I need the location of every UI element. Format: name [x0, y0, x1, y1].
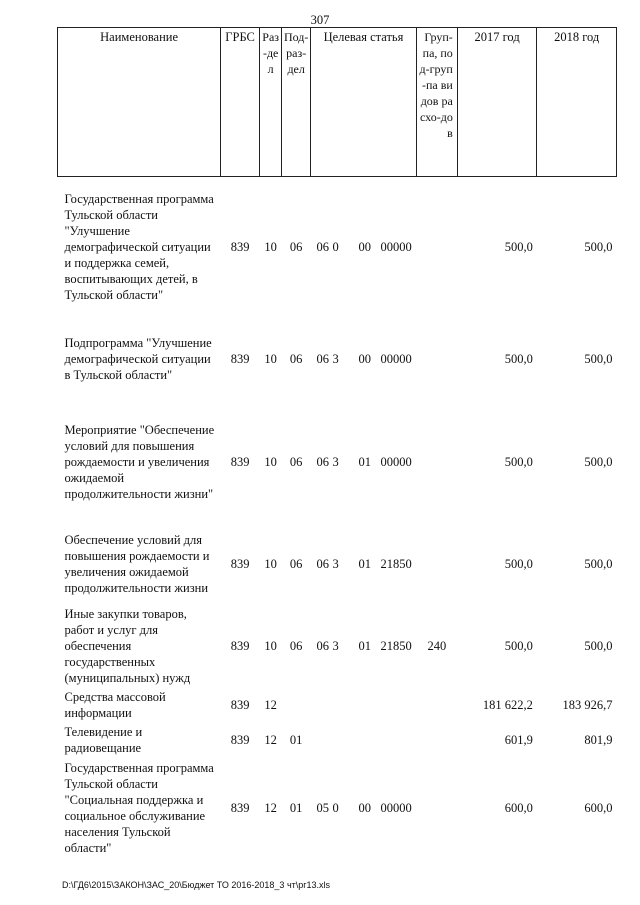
target-activity: 00: [358, 239, 371, 254]
target-program: 06: [316, 556, 329, 571]
header-target: Целевая статья: [310, 28, 416, 177]
table-row: [58, 687, 617, 723]
target-direction: 21850: [380, 556, 412, 571]
row-grbs: 839: [230, 352, 250, 366]
row-amount-2017: 500,0: [504, 556, 533, 571]
row-razdel: 10: [264, 638, 277, 653]
row-amount-2018: 801,9: [584, 732, 613, 747]
row-amount-2017: 500,0: [504, 239, 533, 254]
table-row: [58, 177, 617, 317]
row-podrazdel: [282, 687, 311, 723]
target-subprogram: 3: [332, 352, 339, 366]
row-name: Иные закупки товаров, работ и услуг для обеспечения государственных (муниципальных) нужд: [64, 606, 191, 685]
row-target: [310, 402, 416, 523]
row-razdel: 12: [264, 697, 277, 712]
row-amount-2017: 181 622,2: [482, 697, 533, 712]
target-program: 05: [316, 801, 329, 815]
row-grbs: 839: [230, 697, 250, 712]
row-name: Мероприятие "Обеспечение условий для повышения рождаемости и увеличения ожидаемой продолжительности жизни": [64, 423, 215, 501]
target-direction: 21850: [380, 638, 412, 653]
row-name: Телевидение и радиовещание: [64, 724, 143, 755]
row-podrazdel: 06: [289, 352, 303, 366]
row-podrazdel: 06: [289, 455, 303, 469]
page-number: 307: [310, 13, 330, 27]
target-activity: 00: [358, 801, 371, 815]
table-header: [58, 28, 617, 177]
header-grbs: ГРБС: [221, 28, 260, 177]
row-grbs: 839: [230, 455, 250, 469]
target-direction: 00000: [380, 352, 412, 366]
target-program: 06: [316, 239, 329, 254]
row-name: Средства массовой информации: [64, 689, 166, 720]
row-target: [310, 757, 416, 860]
row-target: [310, 687, 416, 723]
row-podrazdel: 06: [289, 638, 303, 653]
header-vid: Груп-па, под-груп-па видов расхо-дов: [417, 28, 458, 177]
row-grbs: 839: [230, 732, 250, 747]
target-activity: 01: [358, 455, 371, 469]
row-amount-2018: 183 926,7: [562, 697, 613, 712]
row-vid: [417, 523, 458, 605]
table-row: [58, 317, 617, 402]
row-amount-2017: 601,9: [504, 732, 533, 747]
row-name: Подпрограмма "Улучшение демографической ситуации в Тульской области": [64, 336, 212, 382]
row-amount-2017: 600,0: [504, 801, 533, 815]
row-name: Государственная программа Тульской области "Улучшение демографической ситуации и поддержка семей, воспитывающих детей, в Тульской области": [64, 191, 214, 302]
row-amount-2018: 500,0: [584, 556, 613, 571]
row-razdel: 12: [264, 732, 277, 747]
target-subprogram: 3: [332, 556, 339, 571]
target-activity: 01: [358, 556, 371, 571]
row-vid: 240: [427, 638, 447, 653]
target-direction: 00000: [380, 239, 412, 254]
budget-table: [57, 27, 617, 860]
target-direction: 00000: [380, 455, 412, 469]
target-program: 06: [316, 352, 329, 366]
file-path-footer: D:\ГД6\2015\ЗАКОН\ЗАС_20\Бюджет ТО 2016-2018_3 чт\рг13.xls: [62, 880, 331, 890]
table-row: [58, 523, 617, 605]
header-2018: 2018 год: [537, 28, 617, 177]
row-target: [310, 605, 416, 687]
row-grbs: 839: [230, 239, 250, 254]
row-amount-2017: 500,0: [504, 638, 533, 653]
row-amount-2018: 500,0: [584, 455, 613, 469]
target-subprogram: 0: [332, 239, 339, 254]
row-razdel: 10: [264, 455, 277, 469]
table-row: [58, 757, 617, 860]
header-razdel: Раз-дел: [259, 28, 281, 177]
target-program: 06: [316, 638, 329, 653]
row-vid: [417, 687, 458, 723]
target-program: 06: [316, 455, 329, 469]
row-podrazdel: 01: [289, 801, 303, 815]
header-2017: 2017 год: [457, 28, 537, 177]
row-grbs: 839: [230, 556, 250, 571]
table-row: [58, 402, 617, 523]
row-amount-2018: 500,0: [584, 239, 613, 254]
header-name: Наименование: [58, 28, 221, 177]
row-name: Государственная программа Тульской области "Социальная поддержка и социальное обслуживание населения Тульской области": [64, 761, 214, 855]
row-podrazdel: 06: [289, 239, 303, 254]
row-name: Обеспечение условий для повышения рождаемости и увеличения ожидаемой продолжительности жизни: [64, 532, 210, 595]
row-grbs: 839: [230, 638, 250, 653]
target-direction: 00000: [380, 801, 412, 815]
row-amount-2018: 500,0: [584, 352, 613, 366]
row-amount-2018: 500,0: [584, 638, 613, 653]
row-target: [310, 723, 416, 757]
row-podrazdel: 01: [289, 732, 303, 747]
table-row: [58, 723, 617, 757]
row-amount-2017: 500,0: [504, 455, 533, 469]
row-razdel: 10: [264, 352, 277, 366]
table-row: [58, 605, 617, 687]
row-podrazdel: 06: [289, 556, 303, 571]
row-vid: [417, 723, 458, 757]
header-podrazdel: Под-раз-дел: [282, 28, 311, 177]
row-amount-2017: 500,0: [504, 352, 533, 366]
row-amount-2018: 600,0: [584, 801, 613, 815]
row-vid: [417, 317, 458, 402]
row-razdel: 10: [264, 556, 277, 571]
row-target: [310, 177, 416, 317]
row-target: [310, 523, 416, 605]
row-razdel: 10: [264, 239, 277, 254]
row-vid: [417, 177, 458, 317]
row-target: [310, 317, 416, 402]
target-subprogram: 0: [332, 801, 339, 815]
target-subprogram: 3: [332, 455, 339, 469]
target-activity: 00: [358, 352, 371, 366]
row-vid: [417, 402, 458, 523]
row-razdel: 12: [264, 801, 277, 815]
target-activity: 01: [358, 638, 371, 653]
row-grbs: 839: [230, 801, 250, 815]
row-vid: [417, 757, 458, 860]
target-subprogram: 3: [332, 638, 339, 653]
table-body: [58, 177, 617, 860]
